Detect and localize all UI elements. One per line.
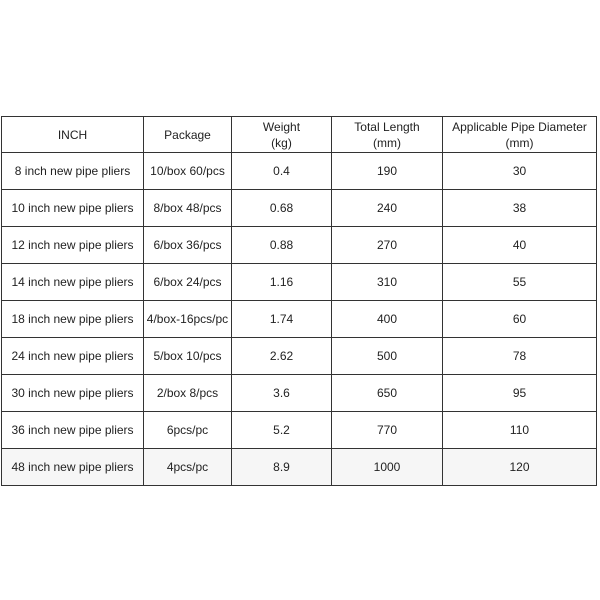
header-pipe-diameter-unit: (mm): [505, 135, 534, 150]
cell-weight: 0.68: [232, 190, 332, 227]
header-package: [144, 117, 232, 153]
cell-weight: 0.4: [232, 153, 332, 190]
cell-pipe-diameter: 95: [443, 375, 597, 412]
cell-pipe-diameter: 40: [443, 227, 597, 264]
cell-weight: 1.74: [232, 301, 332, 338]
cell-inch: 18 inch new pipe pliers: [2, 301, 144, 338]
cell-pipe-diameter: 55: [443, 264, 597, 301]
cell-package: 2/box 8/pcs: [144, 375, 232, 412]
cell-package: 6pcs/pc: [144, 412, 232, 449]
header-total-length: [332, 117, 443, 153]
table-row: [2, 190, 597, 227]
cell-total-length: 270: [332, 227, 443, 264]
cell-pipe-diameter: 78: [443, 338, 597, 375]
cell-total-length: 770: [332, 412, 443, 449]
cell-weight: 3.6: [232, 375, 332, 412]
header-row: [2, 117, 597, 153]
cell-total-length: 500: [332, 338, 443, 375]
table-row: [2, 449, 597, 486]
pipe-pliers-spec-table: [1, 116, 597, 486]
cell-package: 8/box 48/pcs: [144, 190, 232, 227]
cell-weight: 0.88: [232, 227, 332, 264]
cell-total-length: 240: [332, 190, 443, 227]
cell-total-length: 310: [332, 264, 443, 301]
table-row: [2, 412, 597, 449]
cell-pipe-diameter: 30: [443, 153, 597, 190]
table-row: [2, 375, 597, 412]
table-row: [2, 301, 597, 338]
cell-pipe-diameter: 60: [443, 301, 597, 338]
cell-total-length: 190: [332, 153, 443, 190]
cell-inch: 24 inch new pipe pliers: [2, 338, 144, 375]
header-weight-unit: (kg): [271, 135, 292, 150]
header-weight-label: Weight: [262, 119, 301, 134]
cell-inch: 14 inch new pipe pliers: [2, 264, 144, 301]
cell-pipe-diameter: 38: [443, 190, 597, 227]
cell-total-length: 400: [332, 301, 443, 338]
table-row: [2, 338, 597, 375]
cell-inch: 12 inch new pipe pliers: [2, 227, 144, 264]
cell-package: 6/box 24/pcs: [144, 264, 232, 301]
header-package-label: Package: [164, 127, 211, 142]
cell-package: 10/box 60/pcs: [144, 153, 232, 190]
cell-package: 6/box 36/pcs: [144, 227, 232, 264]
cell-inch: 48 inch new pipe pliers: [2, 449, 144, 486]
cell-pipe-diameter: 110: [443, 412, 597, 449]
header-inch: [2, 117, 144, 153]
cell-inch: 36 inch new pipe pliers: [2, 412, 144, 449]
cell-package: 4pcs/pc: [144, 449, 232, 486]
cell-weight: 5.2: [232, 412, 332, 449]
cell-package: 4/box-16pcs/pc: [144, 301, 232, 338]
header-total-length-unit: (mm): [373, 135, 401, 150]
cell-inch: 30 inch new pipe pliers: [2, 375, 144, 412]
cell-inch: 8 inch new pipe pliers: [2, 153, 144, 190]
cell-weight: 1.16: [232, 264, 332, 301]
table-row: [2, 264, 597, 301]
cell-pipe-diameter: 120: [443, 449, 597, 486]
cell-total-length: 650: [332, 375, 443, 412]
header-weight: [232, 117, 332, 153]
header-pipe-diameter: [443, 117, 597, 153]
table-row: [2, 153, 597, 190]
header-inch-label: INCH: [57, 127, 88, 142]
cell-weight: 8.9: [232, 449, 332, 486]
cell-weight: 2.62: [232, 338, 332, 375]
cell-inch: 10 inch new pipe pliers: [2, 190, 144, 227]
cell-total-length: 1000: [332, 449, 443, 486]
header-pipe-diameter-label: Applicable Pipe Diameter: [452, 119, 587, 134]
cell-package: 5/box 10/pcs: [144, 338, 232, 375]
table-row: [2, 227, 597, 264]
header-total-length-label: Total Length: [354, 119, 420, 134]
